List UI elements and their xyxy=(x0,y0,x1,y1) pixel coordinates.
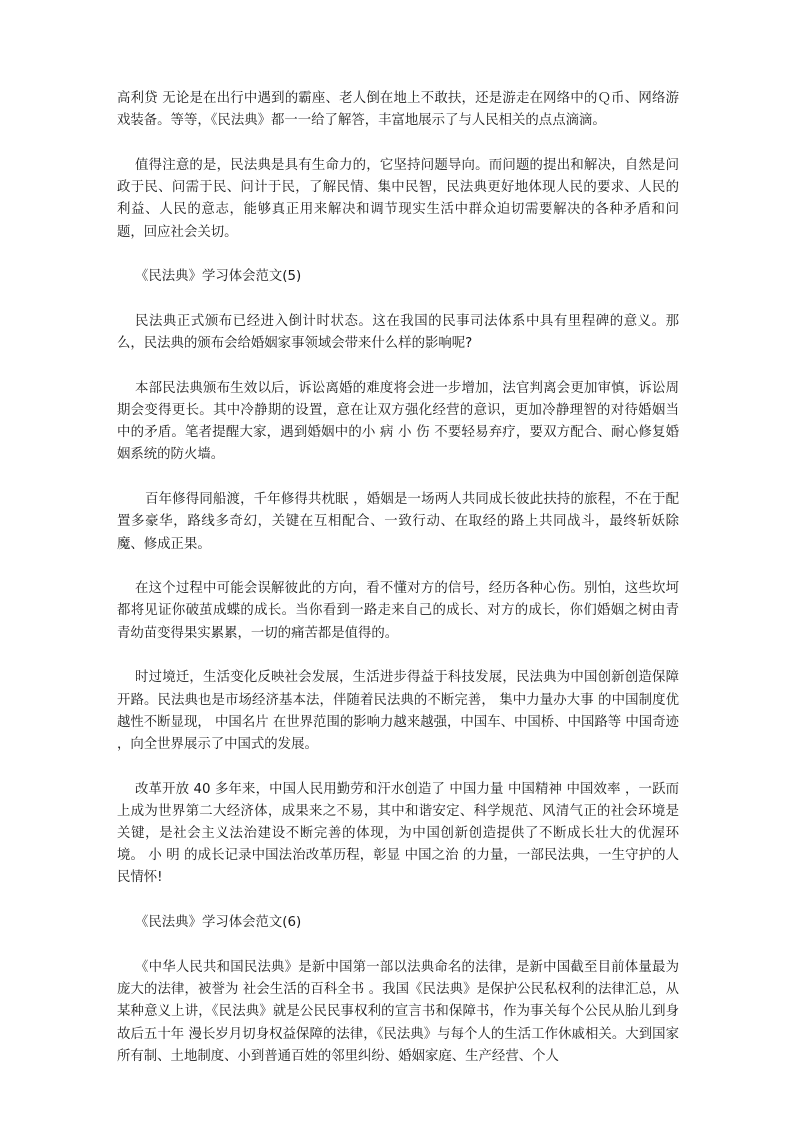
paragraph-6: 在这个过程中可能会误解彼此的方向，看不懂对方的信号，经历各种心伤。别怕，这些坎坷都将见证你破茧成蝶的成长。当你看到一路走来自己的成长、对方的成长，你们婚姻之树由青青幼苗变得果实累累，一切的痛苦都是值得的。 xyxy=(117,581,679,641)
paragraph-8: 改革开放 40 多年来，中国人民用勤劳和汗水创造了 中国力量 中国精神 中国效率 ，一跃而上成为世界第二大经济体，成果来之不易，其中和谐安定、科学规范、风清气正的社会环境是关键，是社会主义法治建设不断完善的体现，为中国创新创造提供了不断成长壮大的优渥环境。 小 明 的成长记录中国法治改革历程，彰显 中国之治 的力量，一部民法典，一生守护的人民情怀! xyxy=(117,781,679,886)
paragraph-3: 民法典正式颁布已经进入倒计时状态。这在我国的民事司法体系中具有里程碑的意义。那么，民法典的颁布会给婚姻家事领域会带来什么样的影响呢? xyxy=(117,313,679,352)
paragraph-9: 《中华人民共和国民法典》是新中国第一部以法典命名的法律，是新中国截至目前体量最为庞大的法律，被誉为 社会生活的百科全书 。我国《民法典》是保护公民私权利的法律汇总，从某种意义上讲，《民法典》就是公民民事权利的宣言书和保障书，作为事关每个公民从胎儿到身故后五十年 漫长岁月切身权益保障的法律，《民法典》与每个人的生活工作休戚相关。大到国家所有制、土地制度、小到普通百姓的邻里纠纷、婚姻家庭、生产经营、个人 xyxy=(117,959,679,1064)
paragraph-4: 本部民法典颁布生效以后，诉讼离婚的难度将会进一步增加，法官判离会更加审慎，诉讼周期会变得更长。其中冷静期的设置，意在让双方强化经营的意识，更加冷静理智的对待婚姻当中的矛盾。笔者提醒大家，遇到婚姻中的小 病 小 伤 不要轻易弃疗，要双方配合、耐心修复婚姻系统的防火墙。 xyxy=(117,380,679,463)
paragraph-7: 时过境迁，生活变化反映社会发展，生活进步得益于科技发展，民法典为中国创新创造保障开路。民法典也是市场经济基本法，伴随着民法典的不断完善， 集中力量办大事 的中国制度优越性不断显现， 中国名片 在世界范围的影响力越来越强，中国车、中国桥、中国路等 中国奇迹 ，向全世界展示了中国式的发展。 xyxy=(117,670,679,752)
paragraph-1: 高利贷 无论是在出行中遇到的霸座、老人倒在地上不敢扶，还是游走在网络中的Ｑ币、网络游戏装备。等等，《民法典》都一一给了解答，丰富地展示了与人民相关的点点滴滴。 xyxy=(117,91,679,129)
section-heading-6: 《民法典》学习体会范文(6) xyxy=(135,915,302,931)
document-page xyxy=(117,88,679,1090)
section-heading-5: 《民法典》学习体会范文(5) xyxy=(135,269,302,285)
paragraph-5: 百年修得同船渡，千年修得共枕眠 ，婚姻是一场两人共同成长彼此扶持的旅程，不在于配置多豪华，路线多奇幻，关键在互相配合、一致行动、在取经的路上共同战斗，最终斩妖除魔、修成正果。 xyxy=(117,492,679,552)
paragraph-2: 值得注意的是，民法典是具有生命力的，它坚持问题导向。而问题的提出和解决，自然是问政于民、问需于民、问计于民，了解民情、集中民智，民法典更好地体现人民的要求、人民的利益、人民的意志，能够真正用来解决和调节现实生活中群众迫切需要解决的各种矛盾和问题，回应社会关切。 xyxy=(117,157,679,240)
